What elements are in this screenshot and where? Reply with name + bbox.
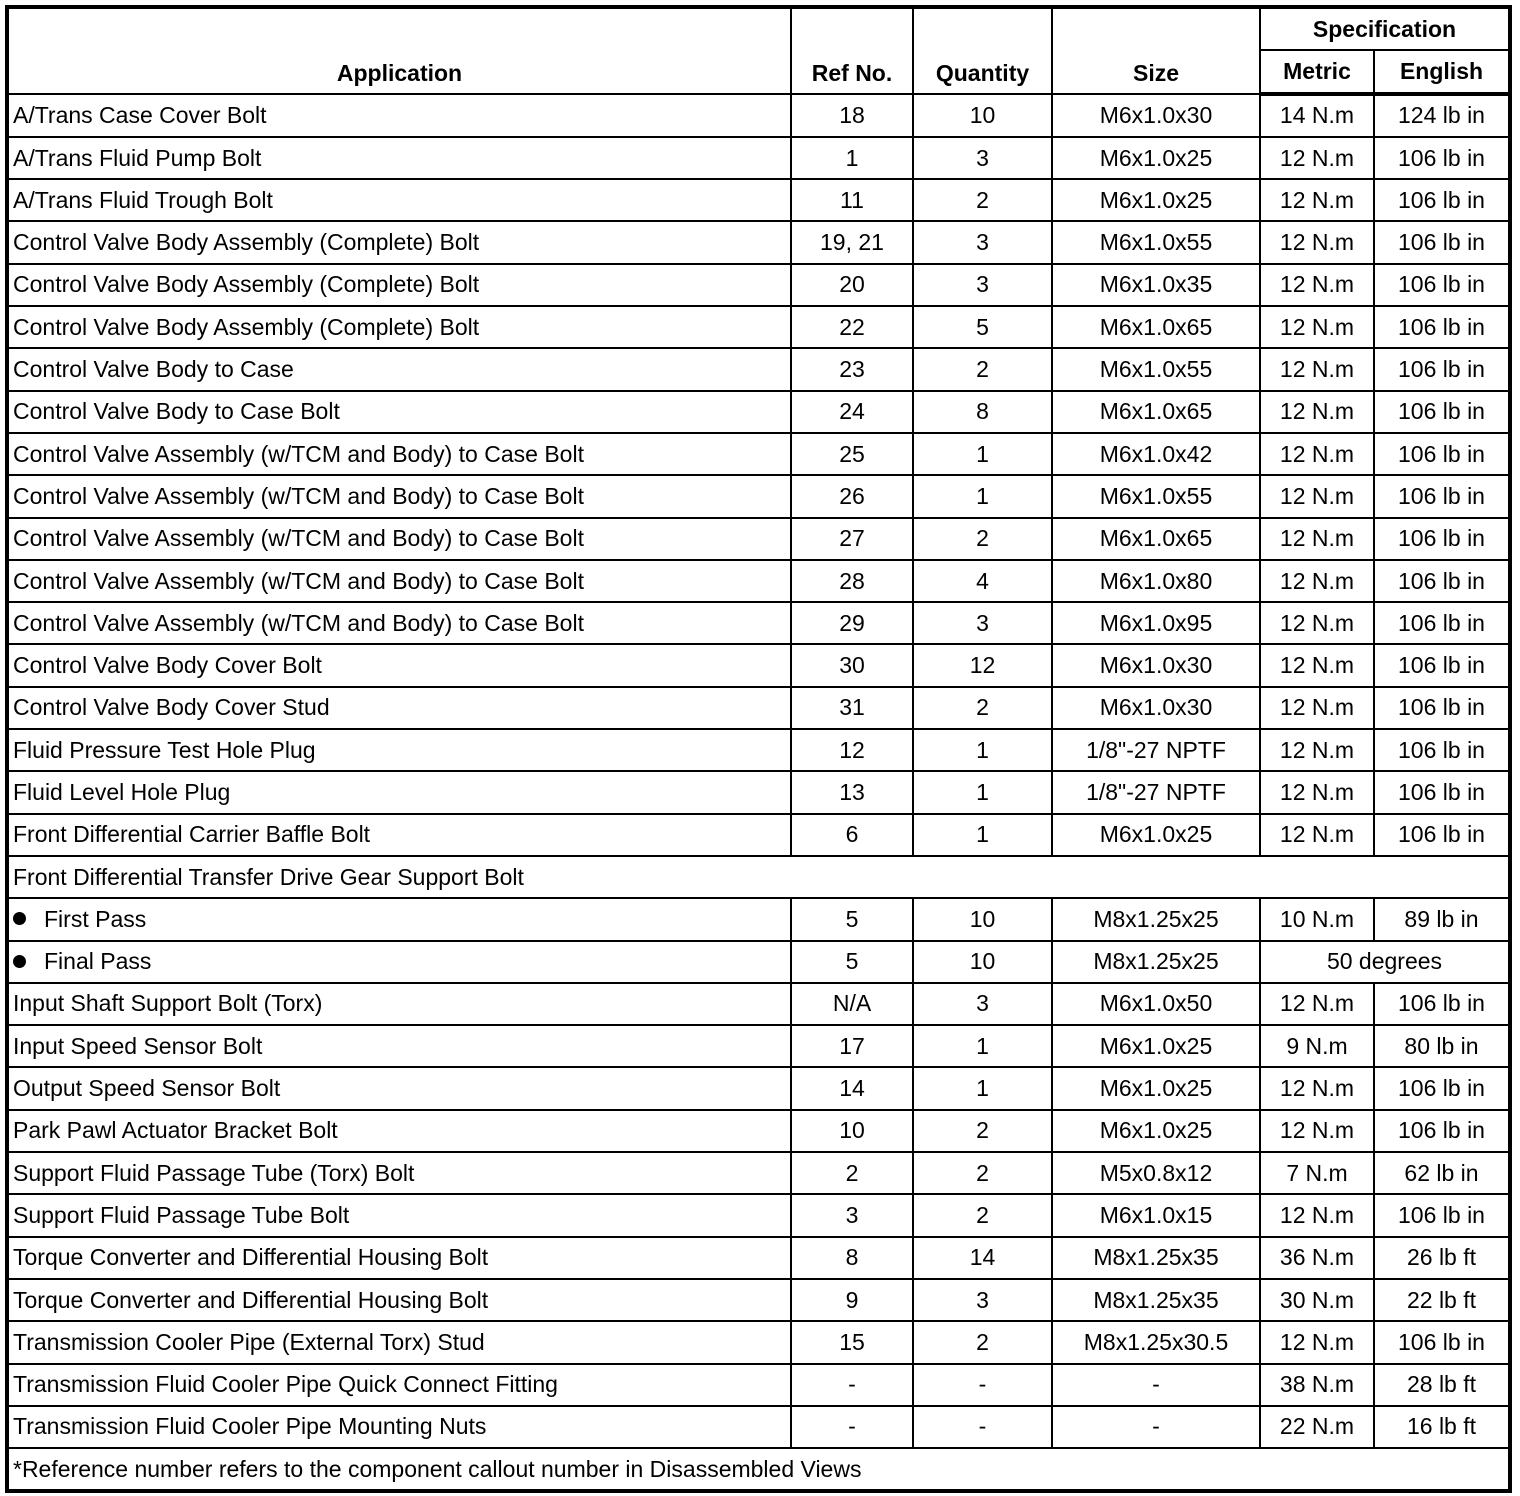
size-cell: M6x1.0x35 [1052, 264, 1260, 306]
table-row [7, 1364, 1510, 1406]
english-cell: 26 lb ft [1374, 1237, 1510, 1279]
quantity-cell: 2 [913, 518, 1052, 560]
header-metric: Metric [1260, 50, 1374, 93]
application-cell: Control Valve Assembly (w/TCM and Body) to Case Bolt [7, 475, 791, 517]
english-cell: 62 lb in [1374, 1152, 1510, 1194]
size-cell: M8x1.25x30.5 [1052, 1321, 1260, 1363]
metric-cell: 30 N.m [1260, 1279, 1374, 1321]
application-cell: Transmission Cooler Pipe (External Torx) Stud [7, 1321, 791, 1363]
metric-cell: 38 N.m [1260, 1364, 1374, 1406]
size-cell: M6x1.0x55 [1052, 221, 1260, 263]
english-cell: 106 lb in [1374, 1321, 1510, 1363]
quantity-cell: 1 [913, 1067, 1052, 1109]
application-cell: Torque Converter and Differential Housing Bolt [7, 1279, 791, 1321]
table-row [7, 1152, 1510, 1194]
table-row [7, 179, 1510, 221]
application-cell: Transmission Fluid Cooler Pipe Quick Connect Fitting [7, 1364, 791, 1406]
metric-cell: 12 N.m [1260, 1194, 1374, 1236]
quantity-cell: 2 [913, 687, 1052, 729]
english-cell: 106 lb in [1374, 518, 1510, 560]
group-title-row [7, 856, 1510, 898]
table-row [7, 94, 1510, 137]
application-cell: Fluid Level Hole Plug [7, 771, 791, 813]
size-cell: M6x1.0x65 [1052, 518, 1260, 560]
application-cell: Output Speed Sensor Bolt [7, 1067, 791, 1109]
ref-cell: 12 [791, 729, 913, 771]
table-body-secondary [7, 983, 1510, 1448]
metric-cell: 10 N.m [1260, 898, 1374, 940]
ref-cell: - [791, 1406, 913, 1448]
size-cell: M6x1.0x55 [1052, 475, 1260, 517]
table-row [7, 729, 1510, 771]
metric-cell: 12 N.m [1260, 644, 1374, 686]
size-cell: M6x1.0x30 [1052, 687, 1260, 729]
ref-cell: 15 [791, 1321, 913, 1363]
size-cell: M6x1.0x65 [1052, 306, 1260, 348]
application-cell: Input Shaft Support Bolt (Torx) [7, 983, 791, 1025]
ref-cell: 18 [791, 94, 913, 137]
quantity-cell: 2 [913, 1321, 1052, 1363]
application-cell: Control Valve Body Cover Bolt [7, 644, 791, 686]
table-row [7, 1406, 1510, 1448]
ref-cell: 28 [791, 560, 913, 602]
final-pass-label: Final Pass [44, 948, 152, 975]
application-cell: Support Fluid Passage Tube (Torx) Bolt [7, 1152, 791, 1194]
size-cell: M6x1.0x55 [1052, 348, 1260, 390]
english-cell: 106 lb in [1374, 221, 1510, 263]
table-row [7, 433, 1510, 475]
application-cell: Support Fluid Passage Tube Bolt [7, 1194, 791, 1236]
english-cell: 106 lb in [1374, 644, 1510, 686]
metric-cell: 12 N.m [1260, 602, 1374, 644]
ref-cell: 23 [791, 348, 913, 390]
metric-cell: 14 N.m [1260, 94, 1374, 137]
quantity-cell: 1 [913, 814, 1052, 856]
header-quantity: Quantity [913, 7, 1052, 94]
ref-cell: 9 [791, 1279, 913, 1321]
ref-cell: 17 [791, 1025, 913, 1067]
ref-cell: - [791, 1364, 913, 1406]
table-row [7, 602, 1510, 644]
table-row [7, 1279, 1510, 1321]
size-cell: M8x1.25x25 [1052, 941, 1260, 983]
english-cell: 124 lb in [1374, 94, 1510, 137]
application-cell: Control Valve Body Assembly (Complete) Bolt [7, 221, 791, 263]
metric-cell: 12 N.m [1260, 433, 1374, 475]
quantity-cell: 3 [913, 137, 1052, 179]
quantity-cell: 1 [913, 1025, 1052, 1067]
application-cell: Control Valve Body to Case [7, 348, 791, 390]
table-row [7, 221, 1510, 263]
ref-cell: 27 [791, 518, 913, 560]
metric-cell: 12 N.m [1260, 306, 1374, 348]
table-row [7, 560, 1510, 602]
ref-cell: 30 [791, 644, 913, 686]
english-cell: 106 lb in [1374, 1067, 1510, 1109]
quantity-cell: 2 [913, 1110, 1052, 1152]
header-english: English [1374, 50, 1510, 93]
metric-cell: 12 N.m [1260, 137, 1374, 179]
size-cell: - [1052, 1406, 1260, 1448]
size-cell: M6x1.0x25 [1052, 814, 1260, 856]
quantity-cell: 2 [913, 1152, 1052, 1194]
table-row [7, 687, 1510, 729]
table-row [7, 1067, 1510, 1109]
header-size: Size [1052, 7, 1260, 94]
quantity-cell: 2 [913, 179, 1052, 221]
application-cell: Control Valve Assembly (w/TCM and Body) to Case Bolt [7, 602, 791, 644]
footnote: *Reference number refers to the component callout number in Disassembled Views [7, 1448, 1510, 1491]
application-cell: A/Trans Fluid Pump Bolt [7, 137, 791, 179]
size-cell: M5x0.8x12 [1052, 1152, 1260, 1194]
application-cell: Control Valve Body to Case Bolt [7, 391, 791, 433]
size-cell: M6x1.0x30 [1052, 94, 1260, 137]
application-cell: A/Trans Fluid Trough Bolt [7, 179, 791, 221]
first-pass-label: First Pass [44, 905, 147, 932]
metric-cell: 22 N.m [1260, 1406, 1374, 1448]
table-row [7, 348, 1510, 390]
english-cell: 106 lb in [1374, 1194, 1510, 1236]
ref-cell: 5 [791, 941, 913, 983]
table-body-primary [7, 94, 1510, 856]
quantity-cell: 14 [913, 1237, 1052, 1279]
table-row [7, 1321, 1510, 1363]
table-row [7, 137, 1510, 179]
metric-cell: 9 N.m [1260, 1025, 1374, 1067]
english-cell: 28 lb ft [1374, 1364, 1510, 1406]
ref-cell: 24 [791, 391, 913, 433]
quantity-cell: 4 [913, 560, 1052, 602]
english-cell: 106 lb in [1374, 475, 1510, 517]
english-cell: 106 lb in [1374, 1110, 1510, 1152]
english-cell: 106 lb in [1374, 560, 1510, 602]
quantity-cell: 3 [913, 602, 1052, 644]
table-row [7, 644, 1510, 686]
size-cell: M6x1.0x25 [1052, 1110, 1260, 1152]
table-row [7, 1110, 1510, 1152]
ref-cell: 8 [791, 1237, 913, 1279]
ref-cell: 3 [791, 1194, 913, 1236]
ref-cell: 10 [791, 1110, 913, 1152]
size-cell: M6x1.0x95 [1052, 602, 1260, 644]
size-cell: M6x1.0x25 [1052, 1025, 1260, 1067]
english-cell: 106 lb in [1374, 391, 1510, 433]
metric-cell: 12 N.m [1260, 983, 1374, 1025]
quantity-cell: 3 [913, 983, 1052, 1025]
table-row [7, 1237, 1510, 1279]
english-cell: 106 lb in [1374, 771, 1510, 813]
application-cell: Control Valve Body Cover Stud [7, 687, 791, 729]
metric-cell: 12 N.m [1260, 475, 1374, 517]
quantity-cell: - [913, 1406, 1052, 1448]
ref-cell: 31 [791, 687, 913, 729]
english-cell: 89 lb in [1374, 898, 1510, 940]
ref-cell: 20 [791, 264, 913, 306]
english-cell: 106 lb in [1374, 433, 1510, 475]
size-cell: M6x1.0x25 [1052, 137, 1260, 179]
english-cell: 16 lb ft [1374, 1406, 1510, 1448]
size-cell: M6x1.0x25 [1052, 1067, 1260, 1109]
table-row [7, 771, 1510, 813]
table-row [7, 983, 1510, 1025]
application-cell: Control Valve Assembly (w/TCM and Body) to Case Bolt [7, 518, 791, 560]
group-title: Front Differential Transfer Drive Gear Support Bolt [7, 856, 1510, 898]
application-cell: A/Trans Case Cover Bolt [7, 94, 791, 137]
footnote-row [7, 1448, 1510, 1491]
torque-spec-table-container [5, 5, 1512, 1493]
quantity-cell: 2 [913, 348, 1052, 390]
table-row [7, 391, 1510, 433]
ref-cell: 14 [791, 1067, 913, 1109]
quantity-cell: 8 [913, 391, 1052, 433]
quantity-cell: 1 [913, 475, 1052, 517]
quantity-cell: 12 [913, 644, 1052, 686]
table-row [7, 518, 1510, 560]
size-cell: M6x1.0x42 [1052, 433, 1260, 475]
ref-cell: 6 [791, 814, 913, 856]
quantity-cell: 2 [913, 1194, 1052, 1236]
group-application-cell [7, 941, 791, 983]
header-application: Application [7, 7, 791, 94]
english-cell: 106 lb in [1374, 306, 1510, 348]
quantity-cell: 10 [913, 94, 1052, 137]
english-cell: 106 lb in [1374, 264, 1510, 306]
quantity-cell: 3 [913, 1279, 1052, 1321]
english-cell: 80 lb in [1374, 1025, 1510, 1067]
size-cell: M6x1.0x50 [1052, 983, 1260, 1025]
application-cell: Control Valve Assembly (w/TCM and Body) to Case Bolt [7, 433, 791, 475]
metric-cell: 12 N.m [1260, 179, 1374, 221]
ref-cell: 25 [791, 433, 913, 475]
bullet-icon [13, 912, 26, 925]
quantity-cell: 5 [913, 306, 1052, 348]
torque-spec-table [5, 5, 1512, 1493]
metric-cell: 12 N.m [1260, 729, 1374, 771]
table-body-group [7, 856, 1510, 983]
application-cell: Park Pawl Actuator Bracket Bolt [7, 1110, 791, 1152]
quantity-cell: 3 [913, 221, 1052, 263]
english-cell: 106 lb in [1374, 348, 1510, 390]
table-row [7, 1194, 1510, 1236]
size-cell: M6x1.0x80 [1052, 560, 1260, 602]
group-application-cell [7, 898, 791, 940]
size-cell: M8x1.25x35 [1052, 1237, 1260, 1279]
ref-cell: N/A [791, 983, 913, 1025]
metric-cell: 12 N.m [1260, 560, 1374, 602]
english-cell: 22 lb ft [1374, 1279, 1510, 1321]
metric-cell: 12 N.m [1260, 1110, 1374, 1152]
table-row [7, 264, 1510, 306]
size-cell: M8x1.25x25 [1052, 898, 1260, 940]
metric-cell: 12 N.m [1260, 221, 1374, 263]
table-row [7, 1025, 1510, 1067]
ref-cell: 1 [791, 137, 913, 179]
ref-cell: 26 [791, 475, 913, 517]
size-cell: M6x1.0x25 [1052, 179, 1260, 221]
quantity-cell: 10 [913, 941, 1052, 983]
size-cell: 1/8"-27 NPTF [1052, 771, 1260, 813]
english-cell: 106 lb in [1374, 983, 1510, 1025]
application-cell: Transmission Fluid Cooler Pipe Mounting Nuts [7, 1406, 791, 1448]
metric-cell: 36 N.m [1260, 1237, 1374, 1279]
ref-cell: 5 [791, 898, 913, 940]
header-specification: Specification [1260, 7, 1510, 50]
application-cell: Control Valve Assembly (w/TCM and Body) to Case Bolt [7, 560, 791, 602]
metric-cell: 12 N.m [1260, 687, 1374, 729]
quantity-cell: - [913, 1364, 1052, 1406]
table-row [7, 306, 1510, 348]
english-cell: 106 lb in [1374, 602, 1510, 644]
header-ref-no: Ref No. [791, 7, 913, 94]
application-cell: Input Speed Sensor Bolt [7, 1025, 791, 1067]
metric-cell: 12 N.m [1260, 771, 1374, 813]
ref-cell: 13 [791, 771, 913, 813]
english-cell: 106 lb in [1374, 729, 1510, 771]
size-cell: - [1052, 1364, 1260, 1406]
size-cell: M6x1.0x65 [1052, 391, 1260, 433]
ref-cell: 29 [791, 602, 913, 644]
english-cell: 106 lb in [1374, 179, 1510, 221]
metric-cell: 12 N.m [1260, 814, 1374, 856]
application-cell: Fluid Pressure Test Hole Plug [7, 729, 791, 771]
table-row [7, 941, 1510, 983]
application-cell: Torque Converter and Differential Housing Bolt [7, 1237, 791, 1279]
english-cell: 106 lb in [1374, 814, 1510, 856]
metric-cell: 7 N.m [1260, 1152, 1374, 1194]
bullet-icon [13, 955, 26, 968]
ref-cell: 19, 21 [791, 221, 913, 263]
english-cell: 106 lb in [1374, 137, 1510, 179]
application-cell: Control Valve Body Assembly (Complete) Bolt [7, 306, 791, 348]
quantity-cell: 1 [913, 729, 1052, 771]
application-cell: Front Differential Carrier Baffle Bolt [7, 814, 791, 856]
quantity-cell: 10 [913, 898, 1052, 940]
spec-cell: 50 degrees [1260, 941, 1510, 983]
application-cell: Control Valve Body Assembly (Complete) Bolt [7, 264, 791, 306]
ref-cell: 22 [791, 306, 913, 348]
quantity-cell: 1 [913, 771, 1052, 813]
size-cell: M6x1.0x15 [1052, 1194, 1260, 1236]
quantity-cell: 1 [913, 433, 1052, 475]
english-cell: 106 lb in [1374, 687, 1510, 729]
size-cell: M6x1.0x30 [1052, 644, 1260, 686]
metric-cell: 12 N.m [1260, 348, 1374, 390]
metric-cell: 12 N.m [1260, 391, 1374, 433]
table-row [7, 475, 1510, 517]
metric-cell: 12 N.m [1260, 1321, 1374, 1363]
table-row [7, 814, 1510, 856]
quantity-cell: 3 [913, 264, 1052, 306]
ref-cell: 2 [791, 1152, 913, 1194]
size-cell: 1/8"-27 NPTF [1052, 729, 1260, 771]
metric-cell: 12 N.m [1260, 264, 1374, 306]
table-row [7, 898, 1510, 940]
size-cell: M8x1.25x35 [1052, 1279, 1260, 1321]
metric-cell: 12 N.m [1260, 518, 1374, 560]
ref-cell: 11 [791, 179, 913, 221]
metric-cell: 12 N.m [1260, 1067, 1374, 1109]
